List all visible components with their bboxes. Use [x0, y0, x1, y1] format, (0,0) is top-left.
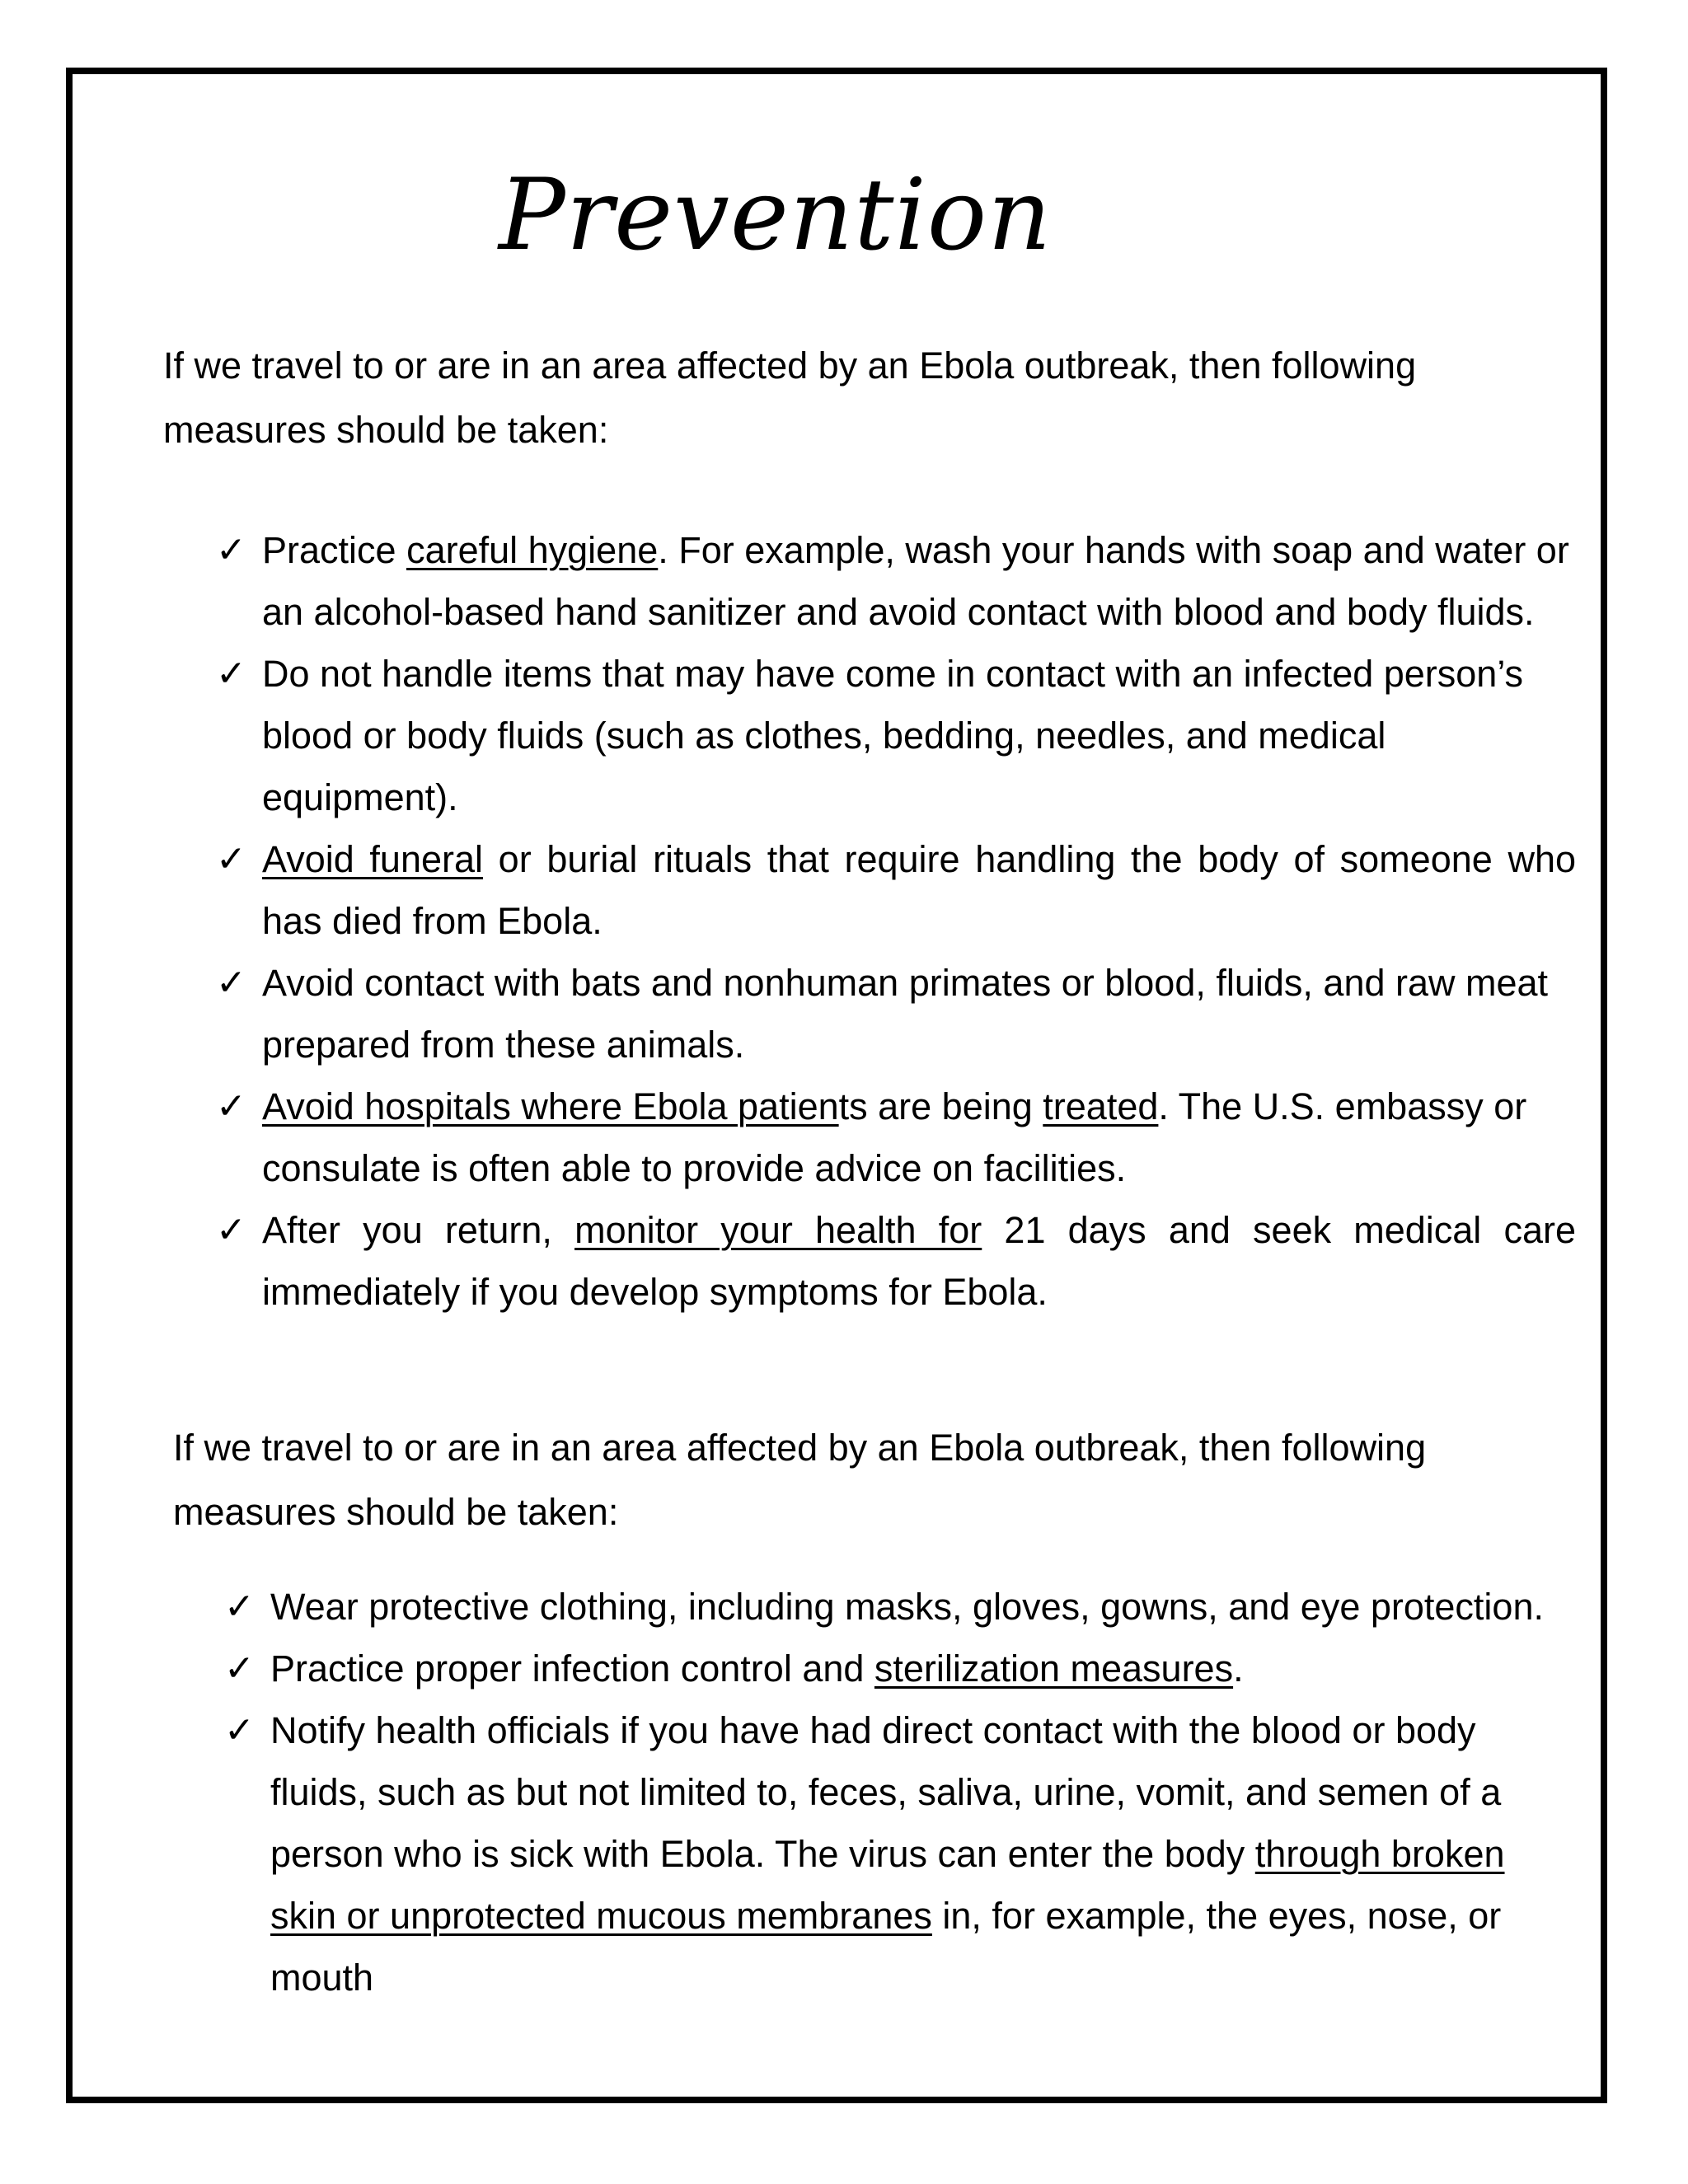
checkmark-icon: ✓	[216, 962, 246, 1004]
list-item: ✓ Wear protective clothing, including masks, gloves, gowns, and eye protection.	[224, 1576, 1559, 1638]
checkmark-icon: ✓	[216, 838, 246, 880]
section1-checklist	[216, 519, 1576, 1323]
checkmark-icon: ✓	[216, 1085, 246, 1127]
list-item: ✓ After you return, monitor your health for 21 days and seek medical care immediately if you develop symptoms for Ebola.	[216, 1199, 1576, 1323]
checkmark-icon: ✓	[216, 653, 246, 695]
list-item: ✓ Do not handle items that may have come in contact with an infected person’s blood or body fluids (such as clothes, bedding, needles, and medical equipment).	[216, 643, 1576, 828]
list-item: ✓ Notify health officials if you have had direct contact with the blood or body fluids, such as but not limited to, feces, saliva, urine, vomit, and semen of a person who is sick with Ebola. The virus can enter the body through broken skin or unprotected mucous membranes in, for example, the eyes, nose, or mouth	[224, 1699, 1559, 2008]
list-item: ✓ Avoid contact with bats and nonhuman primates or blood, fluids, and raw meat prepared from these animals.	[216, 952, 1576, 1076]
list-item: ✓ Avoid funeral or burial rituals that require handling the body of someone who has died from Ebola.	[216, 828, 1576, 952]
checkmark-icon: ✓	[216, 529, 246, 571]
checkmark-icon: ✓	[224, 1586, 255, 1628]
checkmark-icon: ✓	[224, 1709, 255, 1751]
page-title: Prevention	[499, 158, 1053, 273]
list-item: ✓ Practice careful hygiene. For example, wash your hands with soap and water or an alcohol-based hand sanitizer and avoid contact with blood and body fluids.	[216, 519, 1576, 643]
checkmark-icon: ✓	[216, 1209, 246, 1251]
section2-checklist	[224, 1576, 1559, 2008]
section1-intro: If we travel to or are in an area affected by an Ebola outbreak, then following measures should be taken:	[163, 344, 1417, 451]
list-item: ✓ Practice proper infection control and sterilization measures.	[224, 1638, 1559, 1699]
checkmark-icon: ✓	[224, 1647, 255, 1690]
list-item: ✓ Avoid hospitals where Ebola patients are being treated. The U.S. embassy or consulate is often able to provide advice on facilities.	[216, 1076, 1576, 1199]
section2-intro: If we travel to or are in an area affected by an Ebola outbreak, then following measures should be taken:	[173, 1427, 1427, 1533]
